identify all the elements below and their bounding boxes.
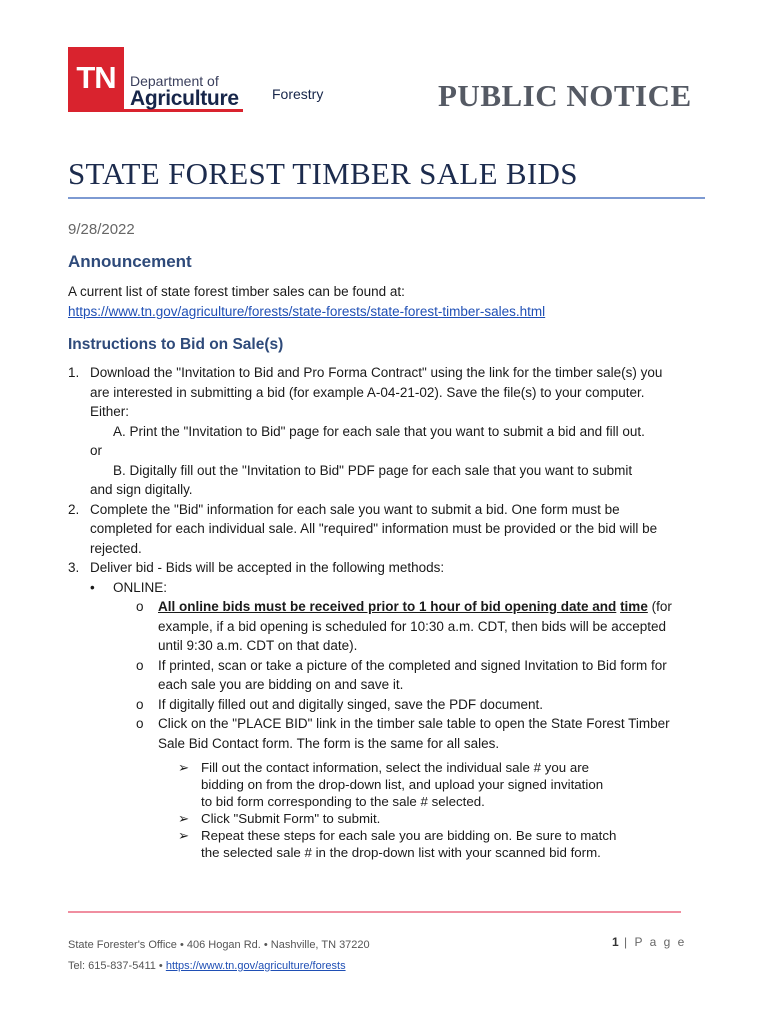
sub-bullet-item	[68, 656, 718, 695]
arrow-list	[68, 759, 718, 861]
footer-address: State Forester's Office • 406 Hogan Rd. • Nashville, TN 37220	[68, 939, 370, 951]
step-2-line: Complete the "Bid" information for each sale you want to submit a bid. One form must be	[90, 501, 620, 517]
division-label: Forestry	[272, 86, 324, 102]
step-number: 2.	[68, 501, 80, 517]
footer-contact	[68, 935, 370, 977]
step-number: 3.	[68, 560, 80, 575]
circle-bullet-icon: o	[136, 696, 144, 712]
page-label: | P a g e	[618, 935, 687, 949]
arrow-item	[68, 759, 718, 810]
sub-bullet-item	[68, 714, 718, 753]
tn-agriculture-logo	[68, 47, 248, 113]
forests-website-link[interactable]: https://www.tn.gov/agriculture/forests	[165, 960, 346, 972]
scan-line: If printed, scan or take a picture of the completed and signed Invitation to Bid form for	[158, 657, 667, 673]
footer-phone: Tel: 615-837-5411 •	[68, 960, 166, 972]
page-number-value: 1	[612, 935, 619, 949]
place-bid-line: Click on the "PLACE BID" link in the timber sale table to open the State Forest Timber	[158, 716, 670, 731]
option-b-text-cont: and sign digitally.	[90, 482, 193, 497]
timber-sales-link[interactable]: https://www.tn.gov/agriculture/forests/state-forests/state-forest-timber-sales.html	[68, 303, 546, 319]
footer-phone-line	[68, 956, 370, 977]
deadline-time-text: time	[620, 599, 648, 614]
logo-department-text: Department of	[130, 73, 219, 89]
or-text: or	[90, 443, 103, 458]
deadline-bold-text: All online bids must be received prior to 1 hour of bid opening date and	[158, 599, 617, 614]
step-1-line: Either:	[90, 404, 130, 419]
instructions-heading: Instructions to Bid on Sale(s)	[68, 336, 284, 353]
arrow-line: the selected sale # in the drop-down list with your scanned bid form.	[201, 845, 601, 860]
circle-bullet-icon: o	[136, 599, 144, 614]
tn-logo-box: TN	[68, 47, 124, 109]
arrow-line: bidding on from the drop-down list, and upload your signed invitation	[201, 777, 604, 792]
online-label: ONLINE:	[113, 579, 168, 595]
place-bid-line: Sale Bid Contact form. The form is the same for all sales.	[158, 735, 500, 751]
step-2-line: rejected.	[90, 540, 142, 556]
step-2-line: completed for each individual sale. All "required" information must be provided or the bid will be	[90, 521, 658, 536]
arrow-line: Click "Submit Form" to submit.	[201, 811, 381, 826]
page-number	[612, 935, 686, 949]
public-notice-heading: PUBLIC NOTICE	[438, 78, 692, 113]
scan-line: each sale you are bidding on and save it.	[158, 677, 404, 692]
step-number: 1.	[68, 365, 80, 380]
announcement-text: A current list of state forest timber sales can be found at:	[68, 284, 405, 299]
list-item	[68, 500, 718, 559]
arrow-bullet-icon: ➢	[178, 760, 190, 775]
online-bullet-item	[68, 578, 718, 598]
arrow-item	[68, 810, 718, 827]
footer-divider	[68, 911, 681, 913]
title-divider	[68, 197, 705, 199]
step-3-text: Deliver bid - Bids will be accepted in the following methods:	[90, 560, 445, 575]
circle-bullet-icon: o	[136, 657, 144, 673]
digital-save-text: If digitally filled out and digitally singed, save the PDF document.	[158, 696, 543, 712]
bullet-icon: •	[90, 579, 95, 595]
circle-bullet-icon: o	[136, 716, 144, 731]
page-title: STATE FOREST TIMBER SALE BIDS	[68, 156, 578, 191]
logo-agriculture-text: Agriculture	[130, 87, 239, 110]
option-a-text: A. Print the "Invitation to Bid" page for each sale that you want to submit a bid and fill out.	[113, 423, 645, 439]
sub-bullet-item	[68, 695, 718, 715]
arrow-item	[68, 827, 718, 861]
arrow-line: to bid form corresponding to the sale # selected.	[201, 794, 485, 809]
step-1-line: Download the "Invitation to Bid and Pro Forma Contract" using the link for the timber sale(s) you	[90, 365, 663, 380]
announcement-heading: Announcement	[68, 252, 192, 271]
instructions-list	[68, 363, 718, 861]
deadline-rest-text: (for	[647, 599, 672, 614]
arrow-bullet-icon: ➢	[178, 828, 190, 843]
list-item	[68, 558, 718, 861]
sub-bullet-item	[68, 597, 718, 656]
arrow-line: Fill out the contact information, select the individual sale # you are	[201, 760, 590, 775]
step-1-line: are interested in submitting a bid (for example A-04-21-02). Save the file(s) to your computer.	[90, 384, 645, 400]
deadline-line: until 9:30 a.m. CDT on that date).	[158, 638, 358, 653]
deadline-line: example, if a bid opening is scheduled for 10:30 a.m. CDT, then bids will be accepted	[158, 618, 667, 634]
announcement-body	[68, 282, 545, 321]
notice-date: 9/28/2022	[68, 221, 135, 238]
arrow-line: Repeat these steps for each sale you are bidding on. Be sure to match	[201, 828, 617, 843]
list-item	[68, 363, 718, 500]
option-b-text: B. Digitally fill out the "Invitation to Bid" PDF page for each sale that you want to submit	[113, 462, 633, 478]
arrow-bullet-icon: ➢	[178, 811, 190, 826]
